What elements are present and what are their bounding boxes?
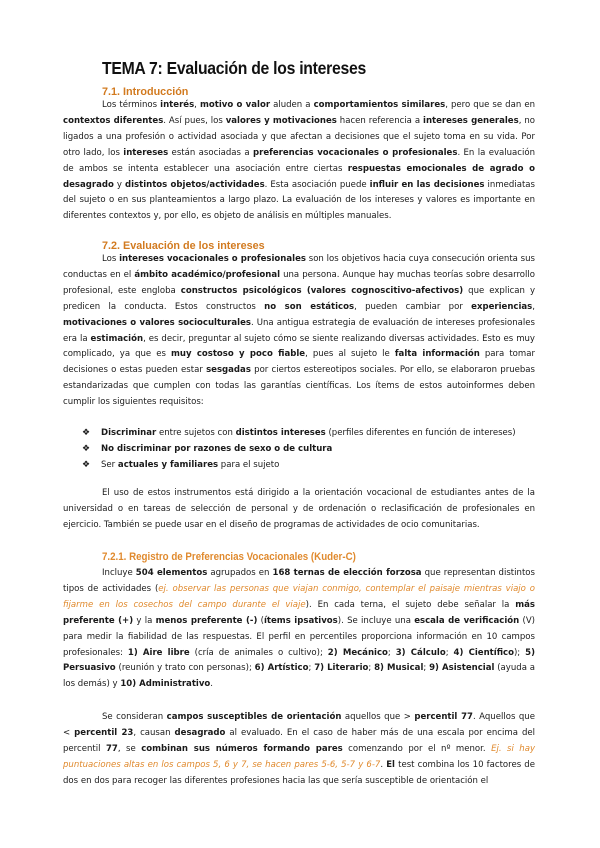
section-heading-kuder: 7.2.1. Registro de Preferencias Vocacionales (Kuder-C) (102, 551, 356, 563)
bullet-diamond-icon: ❖ (82, 459, 91, 470)
requirements-list (82, 426, 522, 474)
section-heading-introduccion: 7.1. Introducción (102, 86, 189, 98)
paragraph-introduccion: Los términos interés, motivo o valor aluden a comportamientos similares, pero que se dan en contextos diferentes. Así pues, los valores y motivaciones hacen referencia a intereses generales, no ligados a una profesión o actividad asociada y que afectan a decisiones que el sujeto toma en su vida. Por otro lado, los intereses están asociadas a preferencias vocacionales o profesionales. En la evaluación de ambos se intenta establecer una asociación entre ciertas respuestas emocionales de agrado o desagrado y distintos objetos/actividades. Esta asociación puede influir en las decisiones inmediatas del sujeto o en sus planteamientos a largo plazo. La evaluación de los intereses y valores es importante en diferentes contextos y, por ello, es objeto de análisis en múltiples manuales. (63, 100, 536, 222)
bullet-diamond-icon: ❖ (82, 443, 91, 454)
paragraph-uso: El uso de estos instrumentos está dirigido a la orientación vocacional de estudiantes antes de la universidad o en tareas de selección de personal y de ordenación o reclasificación de profesionales en ejercicio. También se puede usar en el diseño de programas de actividades de ocio comunitarias. (63, 488, 535, 530)
bullet-diamond-icon: ❖ (82, 428, 91, 438)
paragraph-evaluacion: Los intereses vocacionales o profesionales son los objetivos hacia cuya consecución orienta sus conductas en el ámbito académico/profesional una persona. Aunque hay muchas teorías sobre desarrollo profesional, este engloba constructos psicológicos (valores cognoscitivo-afectivos) que explican y predicen la conducta. Estos constructos no son estáticos, pueden cambiar por experiencias, motivaciones o valores socioculturales. Una antigua estrategia de evaluación de intereses profesionales era la estimación, es decir, preguntar al sujeto cómo se siente realizando diversas actividades. Esto es muy complicado, ya que es muy costoso y poco fiable, pues al sujeto le falta información para tomar decisiones o estas pueden estar sesgadas por ciertos estereotipos sociales. Por ello, se elaboraron pruebas estandarizadas que cumplen con todas las garantías científicas. Los ítems de estos autoinformes deben cumplir los siguientes requisitos: (63, 254, 535, 408)
paragraph-kuder-2: Se consideran campos susceptibles de orientación aquellos que > percentil 77. Aquellos que < percentil 23, causan desagrado al evaluado. En el caso de haber más de una escala por encima del percentil 77, se combinan sus números formando pares comenzando por el nº menor. Ej. si hay puntuaciones altas en los campos 5, 6 y 7, se hacen pares 5-6, 5-7 y 6-7. El test combina los 10 factores de dos en dos para recoger las diferentes profesiones hacia las que sería susceptible de orientación el (63, 712, 535, 786)
paragraph-kuder-1: Incluye 504 elementos agrupados en 168 ternas de elección forzosa que representan distintos tipos de actividades (ej. observar las personas que viajan conmigo, contemplar el paisaje mientras viajo o fijarme en los cosechos del campo durante el viaje). En cada terna, el sujeto debe señalar la más preferente (+) y la menos preferente (-) (ítems ipsativos). Se incluye una escala de verificación (V) para medir la fiabilidad de las respuestas. El perfil en percentiles proporciona información en 10 campos profesionales: 1) Aire libre (cría de animales o cultivo); 2) Mecánico; 3) Cálculo; 4) Científico); 5) Persuasivo (reunión y trato con personas); 6) Artístico; 7) Literario; 8) Musical; 9) Asistencial (ayuda a los demás) y 10) Administrativo. (63, 568, 536, 690)
page-title: TEMA 7: Evaluación de los intereses (102, 58, 366, 78)
list-item: ❖ No discriminar por razones de sexo o de cultura (82, 442, 522, 458)
list-item: ❖ Discriminar entre sujetos con distintos intereses (perfiles diferentes en función de intereses) (82, 426, 522, 442)
section-heading-evaluacion: 7.2. Evaluación de los intereses (102, 240, 265, 252)
list-item: ❖ Ser actuales y familiares para el sujeto (82, 458, 522, 474)
